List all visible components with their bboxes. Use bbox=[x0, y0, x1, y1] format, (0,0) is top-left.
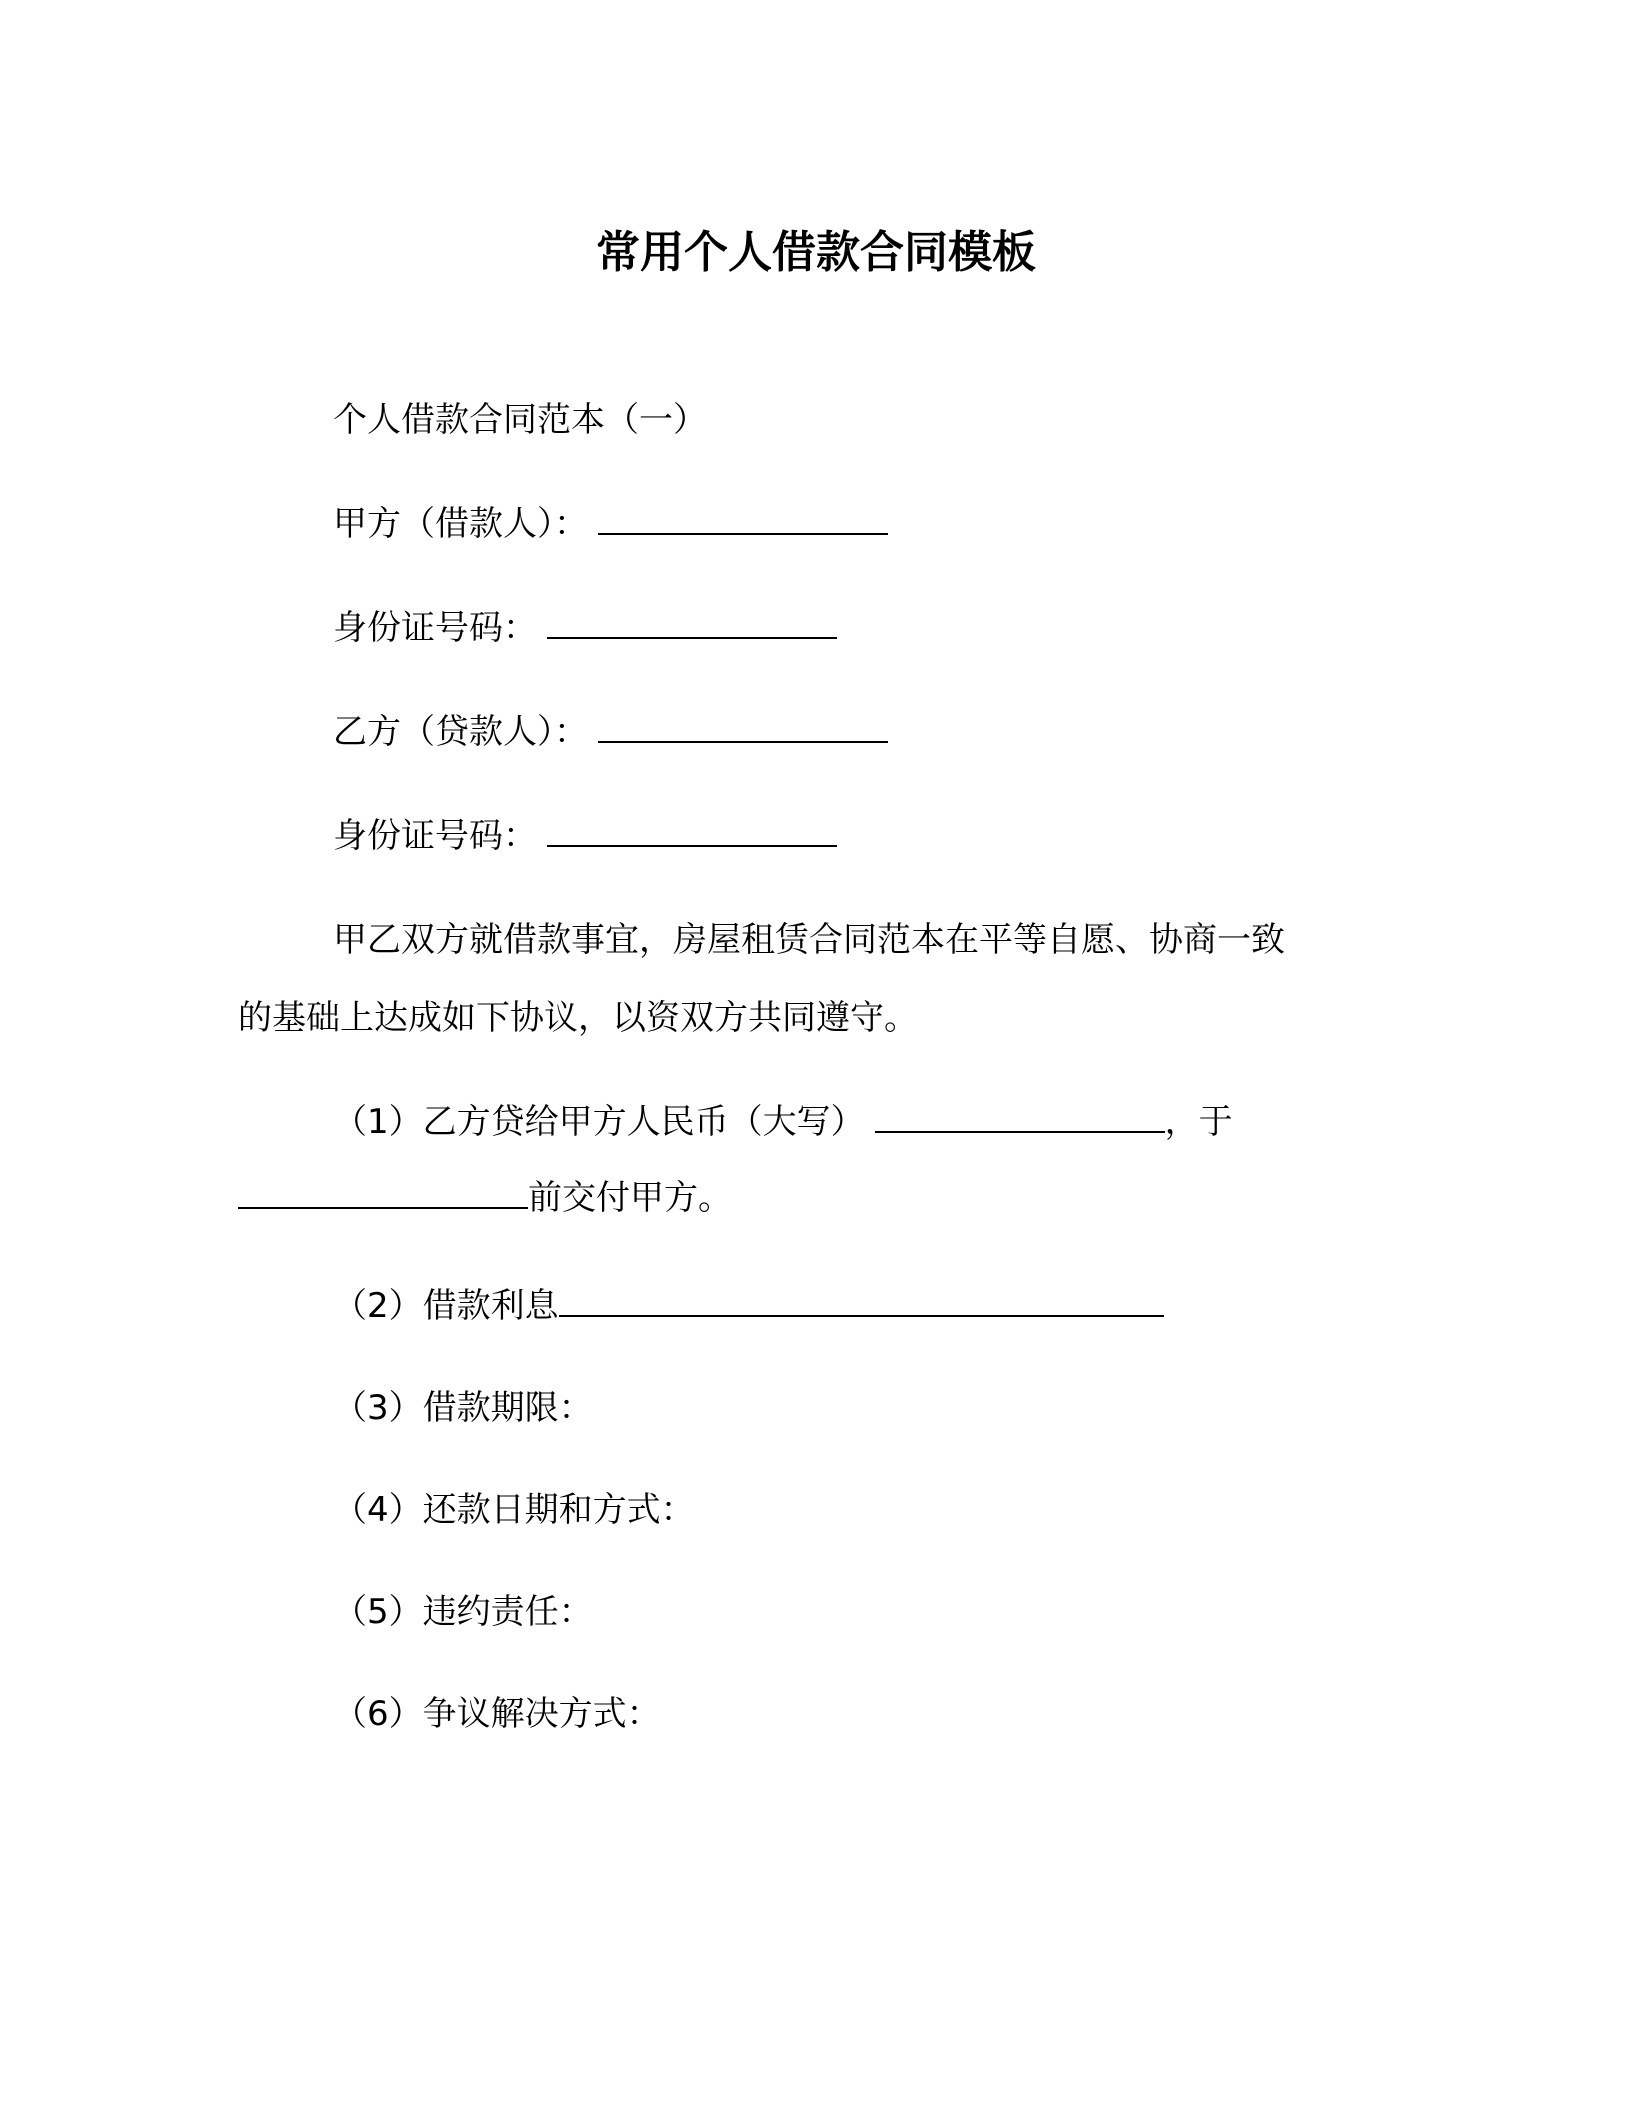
clause-5: （5）违约责任： bbox=[333, 1592, 593, 1632]
section-heading: 个人借款合同范本（一） bbox=[333, 400, 707, 440]
clause-1-amount-blank bbox=[875, 1101, 1165, 1133]
clause-1-text: （1）乙方贷给甲方人民币（大写） bbox=[333, 1102, 865, 1142]
party-a-line bbox=[333, 498, 888, 550]
clause-1-delivery-text: 前交付甲方。 bbox=[528, 1178, 732, 1218]
party-a-id-line bbox=[333, 602, 837, 654]
clause-1-date-blank bbox=[238, 1177, 528, 1209]
clause-2-text: （2）借款利息 bbox=[333, 1286, 559, 1326]
party-a-blank bbox=[598, 503, 888, 535]
intro-line-1: 甲乙双方就借款事宜，房屋租赁合同范本在平等自愿、协商一致 bbox=[333, 920, 1285, 960]
clause-4: （4）还款日期和方式： bbox=[333, 1490, 695, 1530]
clause-2-line bbox=[333, 1280, 1164, 1332]
party-a-id-label: 身份证号码： bbox=[333, 608, 537, 648]
party-a-label: 甲方（借款人）： bbox=[333, 504, 588, 544]
clause-3: （3）借款期限： bbox=[333, 1388, 593, 1428]
party-a-id-blank bbox=[547, 607, 837, 639]
clause-1-line-2 bbox=[238, 1172, 732, 1224]
clause-1-line-1 bbox=[333, 1096, 1233, 1148]
party-b-id-label: 身份证号码： bbox=[333, 816, 537, 856]
party-b-id-line bbox=[333, 810, 837, 862]
clause-1-comma: ，于 bbox=[1164, 1102, 1233, 1142]
party-b-label: 乙方（贷款人）： bbox=[333, 712, 588, 752]
clause-2-blank bbox=[559, 1285, 1164, 1317]
party-b-blank bbox=[598, 711, 888, 743]
intro-line-2: 的基础上达成如下协议，以资双方共同遵守。 bbox=[238, 998, 918, 1038]
document-title: 常用个人借款合同模板 bbox=[596, 227, 1036, 278]
party-b-id-blank bbox=[547, 815, 837, 847]
party-b-line bbox=[333, 706, 888, 758]
clause-6: （6）争议解决方式： bbox=[333, 1694, 661, 1734]
